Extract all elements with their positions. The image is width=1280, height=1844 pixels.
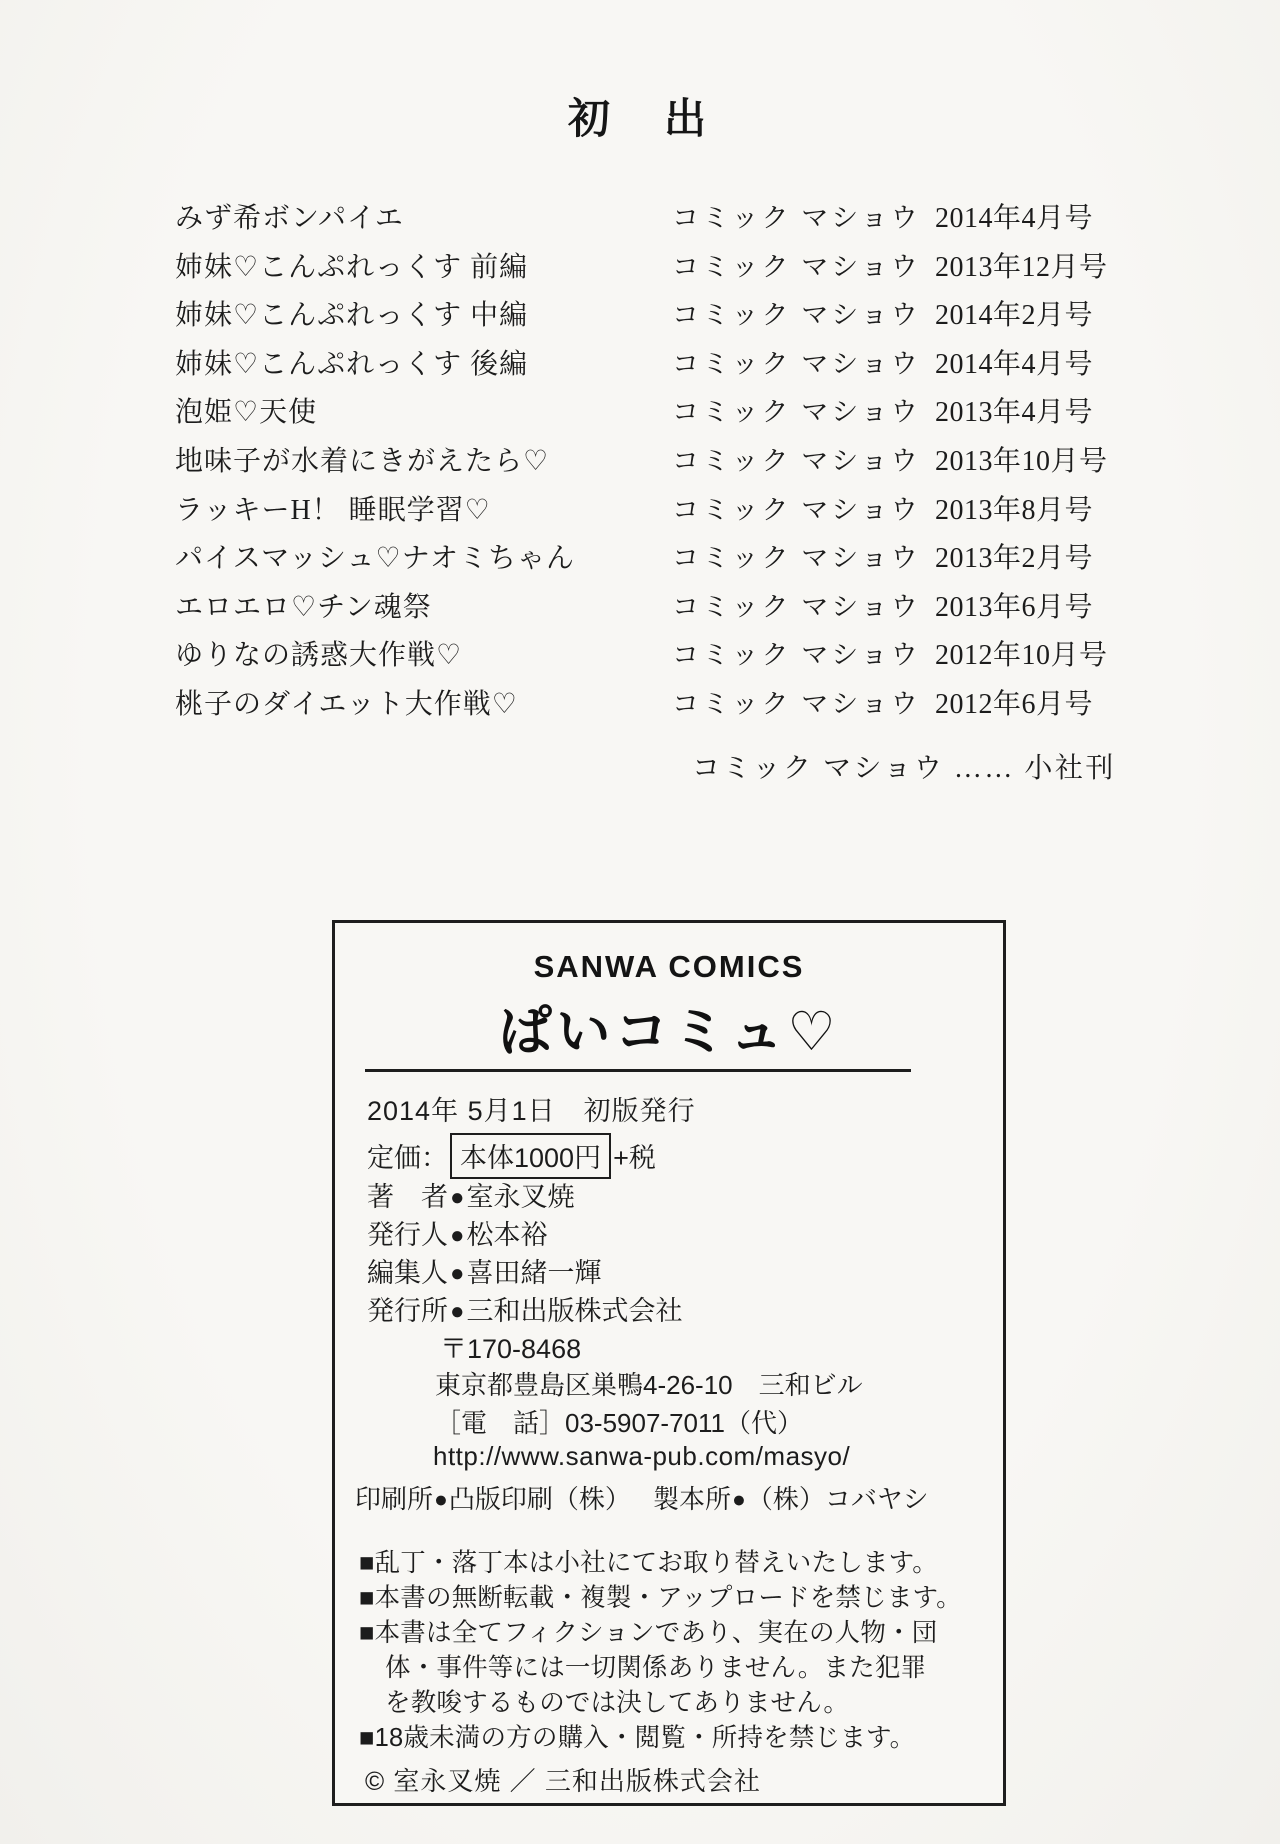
notice-line: ■本書は全てフィクションであり、実在の人物・団: [359, 1619, 938, 1647]
chapter-title: ラッキーH！ 睡眠学習♡: [175, 494, 491, 526]
price-boxed-value: 本体1000円: [450, 1133, 611, 1179]
title-rule: [365, 1069, 911, 1072]
notice-line-continuation: 体・事件等には一切関係ありません。また犯罪: [385, 1654, 927, 1682]
copyright-line: © 室永叉焼 ／ 三和出版株式会社: [365, 1766, 761, 1796]
edition-line: 2014年 5月1日 初版発行: [367, 1096, 696, 1126]
magazine-name: コミック マショウ: [672, 203, 921, 233]
credit-role: 編集人: [367, 1258, 448, 1288]
magazine-name: コミック マショウ: [672, 591, 921, 622]
issue-date: 2012年10月号: [935, 640, 1108, 672]
bullet-circle-icon: ●: [731, 1486, 746, 1512]
bullet-circle-icon: ●: [434, 1486, 448, 1512]
printer-role: 印刷所: [355, 1484, 434, 1514]
credit-role: 発行人: [367, 1220, 448, 1250]
magazine-name: コミック マショウ: [672, 688, 921, 719]
chapter-title: 姉妹♡こんぷれっくす 中編: [175, 300, 529, 332]
credit-row-editor: [367, 1251, 602, 1290]
notice-line: ■乱丁・落丁本は小社にてお取り替えいたします。: [359, 1549, 938, 1577]
notice-line: ■18歳未満の方の購入・閲覧・所持を禁じます。: [359, 1724, 916, 1752]
publication-row: [175, 431, 1135, 480]
publication-row: [175, 285, 1135, 334]
issue-date: 2014年4月号: [935, 203, 1094, 234]
imprint-name: SANWA COMICS: [533, 949, 805, 984]
credit-role: 発行所: [367, 1296, 448, 1326]
credit-value: 松本裕: [466, 1220, 548, 1250]
price-line: [367, 1133, 656, 1179]
credit-role: 著 者: [367, 1182, 448, 1212]
issue-date: 2013年10月号: [935, 445, 1108, 477]
binder-role: 製本所: [652, 1484, 731, 1514]
publication-row: [175, 625, 1135, 674]
price-tax-suffix: +税: [613, 1143, 656, 1173]
publisher-phone: ［電 話］03-5907-7011（代）: [435, 1408, 803, 1438]
magazine-name: コミック マショウ: [672, 543, 921, 574]
magazine-name: コミック マショウ: [672, 300, 921, 331]
issue-date: 2013年6月号: [935, 591, 1094, 623]
bullet-circle-icon: ●: [450, 1298, 465, 1325]
issue-date: 2014年2月号: [935, 300, 1094, 332]
postal-code: 〒170-8468: [440, 1334, 582, 1364]
publication-row: [175, 674, 1135, 723]
chapter-title: ゆりなの誘惑大作戦♡: [175, 640, 463, 672]
publication-row: [175, 528, 1135, 577]
credit-row-publishing-house: [367, 1289, 683, 1328]
issue-date: 2014年4月号: [935, 348, 1094, 380]
magazine-name: コミック マショウ: [672, 494, 921, 525]
magazine-name: コミック マショウ: [672, 348, 921, 379]
bullet-circle-icon: ●: [450, 1222, 465, 1249]
chapter-title: 地味子が水着にきがえたら♡: [175, 445, 550, 477]
credit-value: 喜田緒一輝: [466, 1258, 602, 1288]
chapter-title: 姉妹♡こんぷれっくす 前編: [175, 251, 529, 283]
publisher-address: 東京都豊島区巣鴨4-26-10 三和ビル: [435, 1370, 863, 1400]
publication-row: [175, 188, 1135, 237]
chapter-title: 姉妹♡こんぷれっくす 後編: [175, 348, 529, 380]
publication-row: [175, 577, 1135, 626]
issue-date: 2013年12月号: [935, 251, 1108, 283]
publisher-url: http://www.sanwa-pub.com/masyo/: [433, 1441, 851, 1471]
publication-row: [175, 334, 1135, 383]
publication-row: [175, 237, 1135, 286]
publication-row: [175, 382, 1135, 431]
list-footnote: コミック マショウ …… 小社刊: [692, 753, 1116, 784]
magazine-name: コミック マショウ: [672, 397, 921, 428]
chapter-title: みず希ボンパイエ: [175, 203, 404, 234]
chapter-title: 泡姫♡天使: [175, 397, 318, 429]
chapter-title: 桃子のダイエット大作戦♡: [175, 688, 518, 720]
credit-row-publisher-person: [367, 1213, 548, 1252]
credit-row-author: [367, 1175, 575, 1214]
notice-line-continuation: を教唆するものでは決してありません。: [385, 1689, 850, 1717]
magazine-name: コミック マショウ: [672, 251, 921, 282]
magazine-name: コミック マショウ: [672, 445, 921, 476]
issue-date: 2012年6月号: [935, 688, 1094, 720]
price-label: 定価：: [367, 1143, 448, 1173]
magazine-name: コミック マショウ: [672, 640, 921, 671]
issue-date: 2013年4月号: [935, 397, 1094, 429]
chapter-title: エロエロ♡チン魂祭: [175, 591, 432, 623]
colophon-box: [332, 920, 1006, 1806]
book-title: ぱいコミュ♡: [498, 1002, 840, 1062]
chapter-title: パイスマッシュ♡ナオミちゃん: [175, 543, 576, 575]
publication-row: [175, 480, 1135, 529]
credit-value: 三和出版株式会社: [466, 1296, 683, 1326]
printer-line: [355, 1479, 929, 1516]
binder-value: （株）コバヤシ: [746, 1484, 929, 1514]
bullet-circle-icon: ●: [450, 1260, 465, 1287]
credit-value: 室永叉焼: [466, 1182, 575, 1212]
issue-date: 2013年8月号: [935, 494, 1094, 526]
issue-date: 2013年2月号: [935, 543, 1094, 575]
page-title: 初 出: [567, 97, 712, 143]
printer-value: 凸版印刷（株）: [448, 1484, 631, 1514]
notice-line: ■本書の無断転載・複製・アップロードを禁じます。: [359, 1584, 962, 1612]
first-publication-list: [175, 188, 1135, 723]
bullet-circle-icon: ●: [450, 1184, 465, 1211]
